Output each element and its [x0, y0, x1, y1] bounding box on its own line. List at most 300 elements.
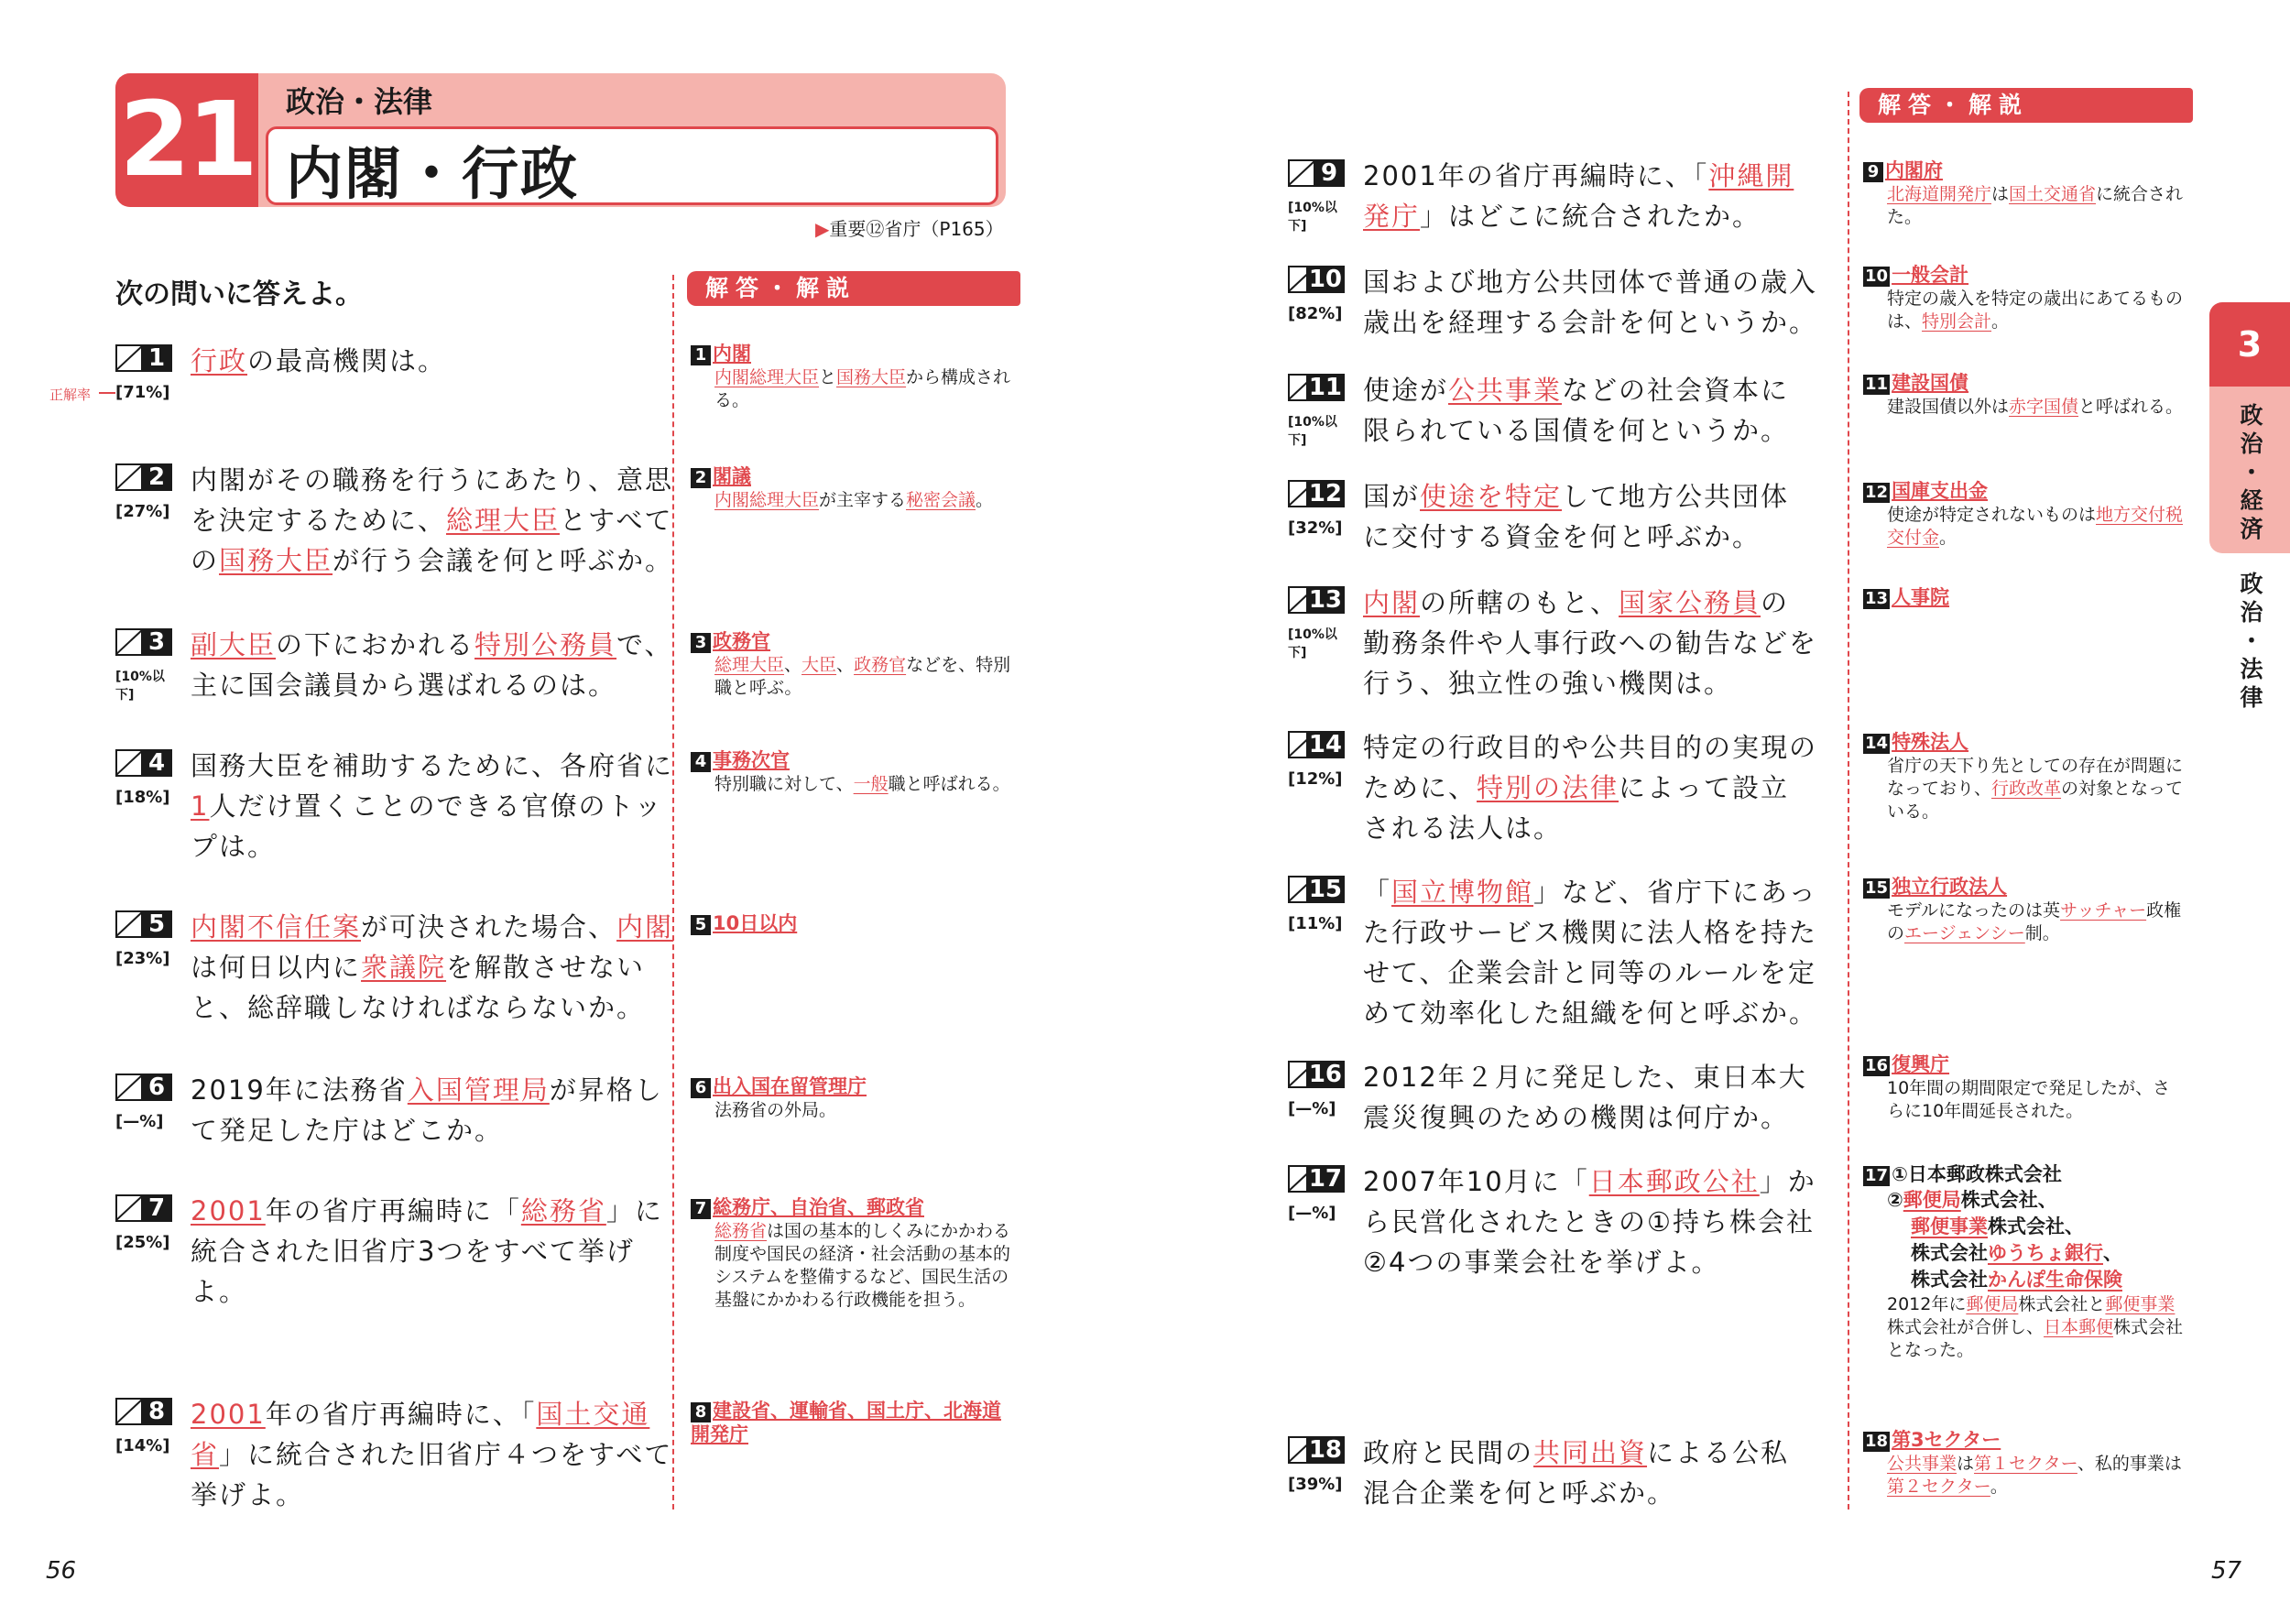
rate-label: 正解率 — [49, 387, 92, 403]
highlight-text: エージェンシー — [1904, 923, 2025, 943]
answer-head — [1863, 876, 2184, 899]
text-span: 職と呼ばれる。 — [888, 774, 1010, 794]
answer-number: 7 — [691, 1199, 711, 1219]
highlight-text: 衆議院 — [361, 952, 447, 983]
correct-rate: [10%以下] — [1288, 627, 1337, 660]
highlight-text: サッチャー — [2060, 900, 2147, 921]
text-span: が主宰する — [819, 490, 907, 510]
answer-head — [691, 749, 1011, 773]
answer-title: 特殊法人 — [1892, 731, 1969, 753]
answer-item — [691, 912, 1011, 936]
text-span: 国および地方公共団体で普通の歳入歳出を経理する会計を何というか。 — [1363, 267, 1818, 338]
answer-head — [691, 1400, 1011, 1447]
highlight-text: 2001 — [191, 1399, 266, 1430]
rate-arrow-icon — [99, 392, 115, 394]
checkbox-icon[interactable] — [115, 463, 172, 491]
question-number: 15 — [1306, 876, 1345, 903]
chapter-title: 内閣・行政 — [286, 140, 580, 207]
text-span: 。 — [1991, 311, 2010, 332]
highlight-text: 総理大臣 — [446, 505, 561, 536]
highlight-text: 特別公務員 — [474, 629, 617, 660]
question-text — [1363, 262, 1817, 343]
text-span: 国務大臣を補助するために、各府省に — [191, 750, 674, 781]
answer-body — [691, 1220, 1011, 1312]
answer-title: 建設省、運輸省、国土庁、北海道開発庁 — [691, 1400, 1001, 1445]
answer-title: 復興庁 — [1892, 1053, 1950, 1075]
chapter-number: 21 — [119, 81, 255, 200]
highlight-text: 郵便局 — [1966, 1294, 2019, 1314]
text-span: と呼ばれる。 — [2078, 397, 2184, 417]
question-text — [1363, 1057, 1817, 1138]
highlight-text: 国務大臣 — [836, 367, 907, 387]
correct-rate: [27%] — [115, 502, 170, 521]
highlight-text: 特別会計 — [1922, 311, 1992, 332]
answer-number: 9 — [1863, 162, 1883, 182]
answer-body — [1863, 1077, 2184, 1123]
correct-rate: [71%] — [115, 383, 170, 402]
answer-number: 4 — [691, 752, 711, 772]
correct-rate: [—%] — [1288, 1099, 1336, 1118]
answer-head — [691, 465, 1011, 489]
answer-item — [691, 465, 1011, 512]
text-span: 制。 — [2024, 923, 2060, 943]
question-number: 6 — [141, 1074, 172, 1101]
text-span: 、 — [2103, 1242, 2122, 1264]
highlight-text: 総務省 — [520, 1195, 606, 1226]
text-span: 年の省庁再編時に「 — [265, 1195, 521, 1226]
answer-head — [691, 912, 1011, 936]
answer-head — [691, 1196, 1011, 1220]
text-span: 年の省庁再編時に、「 — [265, 1399, 537, 1430]
text-span: 人だけ置くことのできる官僚のトップは。 — [191, 790, 663, 862]
question-text — [191, 625, 678, 705]
highlight-text: 共同出資 — [1533, 1437, 1648, 1468]
highlight-text: 国家公務員 — [1619, 587, 1761, 618]
correct-rate: [—%] — [1288, 1204, 1336, 1223]
answer-title: 国庫支出金 — [1892, 480, 1989, 502]
text-span: 2012年に — [1887, 1294, 1967, 1314]
answer-body — [691, 773, 1011, 796]
highlight-text: 行政 — [191, 345, 248, 376]
question-number: 8 — [141, 1398, 172, 1425]
highlight-text: 内閣不信任案 — [191, 911, 362, 943]
question-text — [191, 460, 678, 581]
answer-body — [691, 1099, 1011, 1122]
question-text — [191, 1394, 678, 1515]
answer-item — [1863, 264, 2184, 333]
answer-item — [1863, 586, 2184, 610]
answer-title: 人事院 — [1892, 586, 1950, 608]
highlight-text: 日本郵便 — [2044, 1317, 2114, 1337]
text-span: 国が — [1363, 481, 1421, 512]
answer-line — [1863, 1214, 2184, 1240]
answer-line — [1863, 1267, 2184, 1293]
answer-item — [1863, 731, 2184, 823]
text-span: によって設立される法人は。 — [1363, 772, 1790, 844]
answer-body — [1863, 504, 2184, 550]
answer-header-left: 解答・解説 — [687, 271, 1020, 306]
checkbox-icon[interactable] — [1288, 1436, 1345, 1464]
answer-item — [691, 630, 1011, 700]
answer-line — [1863, 1240, 2184, 1267]
answer-number: 8 — [691, 1402, 711, 1422]
highlight-text: 一般 — [853, 774, 889, 794]
answer-item — [691, 1196, 1011, 1312]
answer-body — [1863, 288, 2184, 333]
text-span: は国の基本的しくみにかかわる制度や国民の経済・社会活動の基本的システムを整備するなど、国民生活の基盤にかかわる行政機能を担う。 — [714, 1221, 1011, 1310]
correct-rate: [10%以下] — [1288, 415, 1337, 448]
answer-title: 事務次官 — [713, 749, 790, 771]
text-span: 法務省の外局。 — [714, 1100, 837, 1120]
highlight-text: 特別の法律 — [1477, 772, 1619, 803]
answer-item — [1863, 372, 2184, 419]
question-number: 11 — [1306, 374, 1345, 401]
question-text — [191, 1191, 678, 1312]
answer-number: 12 — [1865, 483, 1889, 502]
highlight-text: 内閣 — [1363, 587, 1421, 618]
text-span: 。 — [1990, 1477, 2008, 1497]
page-number-right: 57 — [2211, 1557, 2242, 1585]
answer-item — [691, 1400, 1011, 1447]
answer-body — [1863, 1453, 2184, 1499]
text-span: 政府と民間の — [1363, 1437, 1534, 1468]
question-text — [191, 341, 678, 381]
side-tab-subject: 政治・経済 — [2237, 403, 2263, 545]
question-text — [1363, 727, 1817, 848]
checkbox-icon[interactable] — [1288, 1061, 1345, 1088]
instruction: 次の問いに答えよ。 — [115, 278, 363, 311]
correct-rate: [32%] — [1288, 518, 1343, 538]
answer-title: 政務官 — [713, 630, 770, 652]
question-number: 2 — [141, 463, 172, 491]
checkbox-icon[interactable] — [1288, 159, 1345, 187]
page-number-left: 56 — [46, 1557, 77, 1585]
highlight-text: かんぽ生命保険 — [1988, 1269, 2122, 1291]
answer-head — [1863, 731, 2184, 755]
highlight-text: 入国管理局 — [407, 1074, 550, 1106]
checkbox-icon[interactable] — [115, 1074, 172, 1101]
answer-number: 16 — [1865, 1056, 1889, 1075]
text-span: 」に統合された旧省庁3つをすべて挙げよ。 — [191, 1195, 663, 1307]
text-span: 特定の歳入を特定の歳出にあてるものは、 — [1887, 289, 2184, 332]
text-span: の下におかれる — [276, 629, 475, 660]
answer-number: 2 — [691, 468, 711, 488]
answer-head — [1863, 159, 2184, 183]
checkbox-icon[interactable] — [1288, 731, 1345, 758]
answer-body — [1863, 899, 2184, 945]
highlight-text: 第２セクター — [1887, 1477, 1990, 1497]
answer-title: 建設国債 — [1892, 372, 1969, 394]
answer-head — [1863, 1163, 2184, 1187]
question-number: 4 — [141, 749, 172, 777]
answer-head — [691, 1075, 1011, 1099]
text-span: の勤務条件や人事行政への勧告などを行う、独立性の強い機関は。 — [1363, 587, 1818, 699]
chapter-reference-text: 重要⑫省庁（P165） — [829, 218, 1004, 240]
text-span: などを、特別職と呼ぶ。 — [714, 655, 1011, 698]
answer-item — [1863, 1163, 2184, 1362]
text-span: 、 — [784, 655, 802, 675]
answer-item — [691, 343, 1011, 412]
question-number: 9 — [1314, 159, 1345, 187]
correct-rate: [82%] — [1288, 304, 1343, 323]
text-span: 特別職に対して、 — [714, 774, 854, 794]
answer-head — [1863, 372, 2184, 396]
highlight-text: 公共事業 — [1448, 375, 1563, 406]
triangle-icon: ▶ — [815, 218, 830, 240]
text-span: 株式会社と — [2018, 1294, 2106, 1314]
question-text — [1363, 1433, 1817, 1513]
question-text — [1363, 583, 1817, 703]
answer-title: ①日本郵政株式会社 — [1892, 1163, 2062, 1185]
text-span: 内閣がその職務を行うにあたり、意思を決定するために、 — [191, 464, 674, 536]
text-span: 。 — [976, 490, 994, 510]
highlight-text: 総務省 — [714, 1221, 768, 1241]
chapter-reference — [815, 214, 1004, 241]
text-span: による公私混合企業を何と呼ぶか。 — [1363, 1437, 1790, 1509]
text-span: に統合された。 — [1887, 184, 2184, 227]
checkbox-icon[interactable] — [115, 1398, 172, 1425]
checkbox-icon[interactable] — [1288, 480, 1345, 507]
highlight-text: 内閣総理大臣 — [714, 490, 820, 510]
text-span: 、 — [836, 655, 855, 675]
text-span: 株式会社 — [1911, 1269, 1988, 1291]
correct-rate: [39%] — [1288, 1475, 1343, 1494]
question-text — [191, 746, 678, 866]
text-span: から構成される。 — [714, 367, 1011, 410]
highlight-text: 行政改革 — [1991, 779, 2062, 799]
checkbox-icon[interactable] — [115, 910, 172, 938]
answer-number: 17 — [1865, 1166, 1889, 1185]
correct-rate: [12%] — [1288, 769, 1343, 789]
answer-head — [1863, 586, 2184, 610]
highlight-text: 公共事業 — [1887, 1454, 1957, 1474]
answer-header-right: 解答・解説 — [1859, 88, 2193, 123]
answer-body — [691, 654, 1011, 700]
highlight-text: 使途を特定 — [1420, 481, 1563, 512]
answer-head — [1863, 1053, 2184, 1077]
answer-body — [1863, 1293, 2184, 1362]
answer-title: 10日以内 — [713, 912, 798, 934]
answer-number: 18 — [1865, 1432, 1889, 1451]
text-span: 株式会社となった。 — [1887, 1317, 2184, 1360]
text-span: 2001年の省庁再編時に、「 — [1363, 160, 1709, 191]
text-span: して地方公共団体に交付する資金を何と呼ぶか。 — [1363, 481, 1790, 552]
text-span: 省庁の天下り先としての存在が問題になっており、 — [1887, 756, 2184, 799]
text-span: 株式会社 — [1911, 1242, 1988, 1264]
question-number: 5 — [141, 910, 172, 938]
answer-head — [1863, 264, 2184, 288]
answer-line — [1863, 1187, 2184, 1214]
answer-number: 15 — [1865, 878, 1889, 898]
text-span: 2012年２月に発足した、東日本大震災復興のための機関は何庁か。 — [1363, 1062, 1807, 1133]
question-text — [191, 907, 678, 1028]
checkbox-icon[interactable] — [1288, 1165, 1345, 1193]
checkbox-icon[interactable] — [115, 749, 172, 777]
text-span: が可決された場合、 — [361, 911, 617, 943]
answer-title: 一般会計 — [1892, 264, 1969, 286]
highlight-text: 大臣 — [802, 655, 837, 675]
answer-title: 独立行政法人 — [1892, 876, 2008, 898]
text-span: 政権の — [1887, 900, 2182, 943]
highlight-text: 国立博物館 — [1391, 877, 1534, 908]
answer-body — [691, 366, 1011, 412]
highlight-text: 内閣総理大臣 — [714, 367, 820, 387]
answer-head — [691, 630, 1011, 654]
question-text — [1363, 872, 1817, 1033]
question-number: 7 — [141, 1194, 172, 1222]
divider-right — [1848, 92, 1849, 1510]
question-text — [1363, 1161, 1817, 1282]
text-span: とすべての — [191, 505, 673, 576]
answer-title: 内閣 — [713, 343, 751, 365]
highlight-text: 国土交通省 — [191, 1399, 650, 1470]
highlight-text: 副大臣 — [191, 629, 277, 660]
text-span: 特定の行政目的や公共目的の実現のために、 — [1363, 732, 1818, 803]
answer-title: 出入国在留管理庁 — [713, 1075, 867, 1097]
question-number: 3 — [141, 628, 172, 656]
checkbox-icon[interactable] — [115, 628, 172, 656]
text-span: 建設国債以外は — [1887, 397, 2010, 417]
highlight-text: 第１セクター — [1974, 1454, 2077, 1474]
answer-title: 内閣府 — [1885, 159, 1943, 181]
text-span: モデルになったのは英 — [1887, 900, 2061, 921]
answer-head — [1863, 1429, 2184, 1453]
text-span: 使途が — [1363, 375, 1449, 406]
correct-rate: [—%] — [115, 1112, 164, 1131]
highlight-text: 秘密会議 — [906, 490, 976, 510]
checkbox-icon[interactable] — [1288, 876, 1345, 903]
highlight-text: 沖縄開発庁 — [1363, 160, 1794, 232]
text-span: の対象となっている。 — [1887, 779, 2184, 822]
text-span: 使途が特定されないものは — [1887, 505, 2097, 525]
side-tab-number: 3 — [2209, 302, 2290, 387]
answer-number: 14 — [1865, 734, 1889, 753]
text-span: の最高機関は。 — [247, 345, 447, 376]
side-tab-section: 政治・法律 — [2237, 572, 2263, 714]
highlight-text: 総理大臣 — [714, 655, 785, 675]
highlight-text: 赤字国債 — [2009, 397, 2079, 417]
answer-item — [691, 749, 1011, 796]
correct-rate: [23%] — [115, 949, 170, 968]
text-span: 。 — [1939, 528, 1957, 548]
answer-item — [1863, 159, 2184, 229]
text-span: 株式会社、 — [1960, 1189, 2057, 1211]
text-span: が昇格して発足した庁はどこか。 — [191, 1074, 663, 1146]
highlight-text: 国務大臣 — [219, 545, 333, 576]
answer-head — [691, 343, 1011, 366]
text-span: で、主に国会議員から選ばれるのは。 — [191, 629, 673, 701]
text-span: 」など、省庁下にあった行政サービス機関に法人格を持たせて、企業会計と同等のルールを定めて効率化した組織を何と呼ぶか。 — [1363, 877, 1818, 1029]
answer-item — [1863, 480, 2184, 550]
question-text — [191, 1070, 678, 1150]
answer-head — [1863, 480, 2184, 504]
question-number: 18 — [1306, 1436, 1345, 1464]
question-number: 10 — [1306, 266, 1345, 293]
checkbox-icon[interactable] — [1288, 374, 1345, 401]
text-span: は — [1991, 184, 2010, 204]
answer-title: 閣議 — [713, 465, 751, 487]
text-span: と — [819, 367, 837, 387]
answer-title: 第3セクター — [1892, 1429, 2001, 1451]
answer-item — [691, 1075, 1011, 1122]
text-span: 2007年10月に「 — [1363, 1166, 1589, 1197]
text-span: を解散させないと、総辞職しなければならないか。 — [191, 952, 646, 1023]
checkbox-icon[interactable] — [115, 1194, 172, 1222]
text-span: が行う会議を何と呼ぶか。 — [333, 545, 674, 576]
highlight-text: 郵便事業 — [1911, 1215, 1988, 1237]
chapter-category: 政治・法律 — [286, 84, 433, 119]
correct-rate: [10%以下] — [1288, 201, 1337, 234]
question-number: 1 — [141, 344, 172, 372]
text-span: 」に統合された旧省庁４つをすべて挙げよ。 — [191, 1439, 673, 1510]
answer-number: 5 — [691, 915, 711, 935]
correct-rate: [10%以下] — [115, 670, 165, 703]
highlight-text: 郵便局 — [1903, 1189, 1961, 1211]
answer-title: 総務庁、自治省、郵政省 — [713, 1196, 924, 1218]
answer-body — [1863, 396, 2184, 419]
correct-rate: [25%] — [115, 1233, 170, 1252]
question-number: 17 — [1306, 1165, 1345, 1193]
answer-number: 10 — [1865, 267, 1889, 286]
text-span: 株式会社が合併し、 — [1887, 1317, 2045, 1337]
checkbox-icon[interactable] — [1288, 266, 1345, 293]
answer-number: 1 — [691, 345, 711, 365]
highlight-text: 郵便事業 — [2105, 1294, 2176, 1314]
text-span: は — [1957, 1454, 1975, 1474]
text-span: は何日以内に — [191, 952, 362, 983]
highlight-text: 国土交通省 — [2009, 184, 2097, 204]
text-span: 10年間の期間限定で発足したが、さらに10年間延長された。 — [1887, 1078, 2171, 1121]
text-span: 2019年に法務省 — [191, 1074, 408, 1106]
question-number: 16 — [1306, 1061, 1345, 1088]
question-text — [1363, 370, 1817, 451]
answer-item — [1863, 876, 2184, 945]
question-text — [1363, 156, 1817, 236]
correct-rate: [18%] — [115, 788, 170, 807]
text-span: 」はどこに統合されたか。 — [1420, 201, 1761, 232]
highlight-text: 地方交付税交付金 — [1887, 505, 2184, 548]
correct-rate: [11%] — [1288, 914, 1343, 933]
text-span: 、私的事業は — [2077, 1454, 2182, 1474]
checkbox-icon[interactable] — [1288, 586, 1345, 614]
highlight-text: 政務官 — [854, 655, 907, 675]
answer-body — [1863, 755, 2184, 823]
text-span: 「 — [1363, 877, 1392, 908]
answer-number: 11 — [1865, 375, 1889, 394]
question-number: 12 — [1306, 480, 1345, 507]
highlight-text: 北海道開発庁 — [1887, 184, 1992, 204]
text-span: 」から民営化されたときの①持ち株会社 ②4つの事業会社を挙げよ。 — [1363, 1166, 1816, 1278]
highlight-text: 日本郵政公社 — [1588, 1166, 1760, 1197]
answer-number: 13 — [1865, 589, 1889, 608]
correct-rate: [14%] — [115, 1436, 170, 1455]
text-span: の所轄のもと、 — [1420, 587, 1619, 618]
highlight-text: ゆうちょ銀行 — [1988, 1242, 2103, 1264]
question-text — [1363, 476, 1817, 557]
text-span: などの社会資本に限られている国債を何というか。 — [1363, 375, 1790, 446]
question-number: 13 — [1306, 586, 1345, 614]
highlight-text: 1 — [191, 790, 210, 822]
answer-number: 3 — [691, 633, 711, 653]
answer-body — [691, 489, 1011, 512]
answer-item — [1863, 1053, 2184, 1123]
answer-item — [1863, 1429, 2184, 1499]
text-span: 株式会社、 — [1988, 1215, 2084, 1237]
answer-number: 6 — [691, 1078, 711, 1098]
checkbox-icon[interactable] — [115, 344, 172, 372]
highlight-text: 内閣 — [616, 911, 674, 943]
highlight-text: 2001 — [191, 1195, 266, 1226]
